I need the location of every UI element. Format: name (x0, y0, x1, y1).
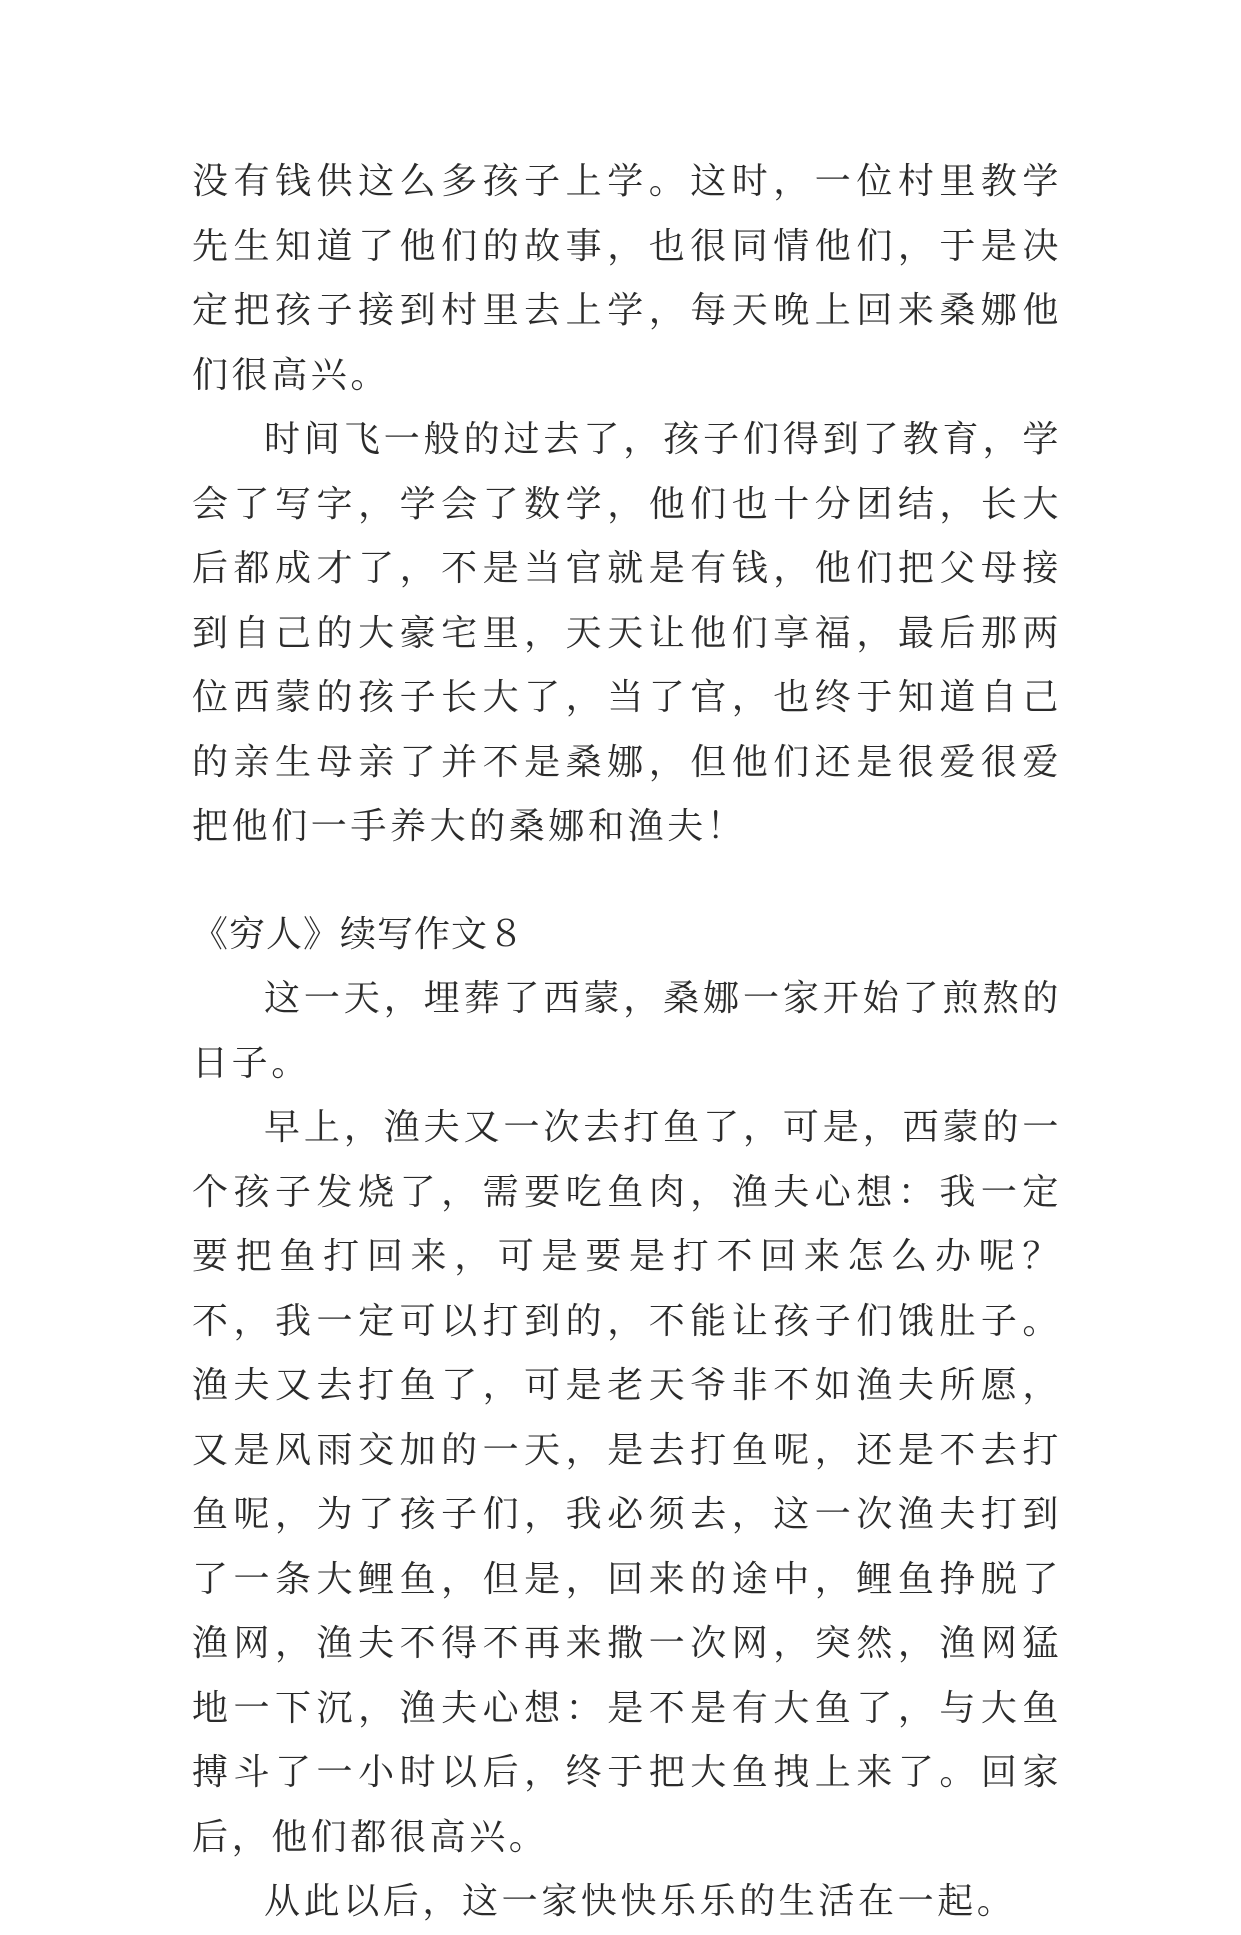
paragraph: 早上，渔夫又一次去打鱼了，可是，西蒙的一个孩子发烧了，需要吃鱼肉，渔夫心想：我一定要把鱼打回来，可是要是打不回来怎么办呢？不，我一定可以打到的，不能让孩子们饿肚子。渔夫又去打鱼了，可是老天爷非不如渔夫所愿，又是风雨交加的一天，是去打鱼呢，还是不去打鱼呢，为了孩子们，我必须去，这一次渔夫打到了一条大鲤鱼，但是，回来的途中，鲤鱼挣脱了渔网，渔夫不得不再来撒一次网，突然，渔网猛地一下沉，渔夫心想：是不是有大鱼了，与大鱼搏斗了一小时以后，终于把大鱼拽上来了。回家后，他们都很高兴。 (192, 1107, 1062, 1858)
section-title: 《穷人》续写作文８ (192, 913, 526, 955)
document-body (192, 150, 1062, 1935)
paragraph: 这一天，埋葬了西蒙，桑娜一家开始了煎熬的日子。 (192, 978, 1062, 1084)
paragraph-continuation: 没有钱供这么多孩子上学。这时，一位村里教学先生知道了他们的故事，也很同情他们，于是决定把孩子接到村里去上学，每天晚上回来桑娜他们很高兴。 (192, 161, 1062, 396)
paragraph: 从此以后，这一家快快乐乐的生活在一起。 (264, 1881, 1017, 1922)
section-gap (192, 860, 1062, 903)
paragraph: 时间飞一般的过去了，孩子们得到了教育，学会了写字，学会了数学，他们也十分团结，长大后都成才了，不是当官就是有钱，他们把父母接到自己的大豪宅里，天天让他们享福，最后那两位西蒙的孩子长大了，当了官，也终于知道自己的亲生母亲了并不是桑娜，但他们还是很爱很爱把他们一手养大的桑娜和渔夫！ (192, 419, 1062, 847)
